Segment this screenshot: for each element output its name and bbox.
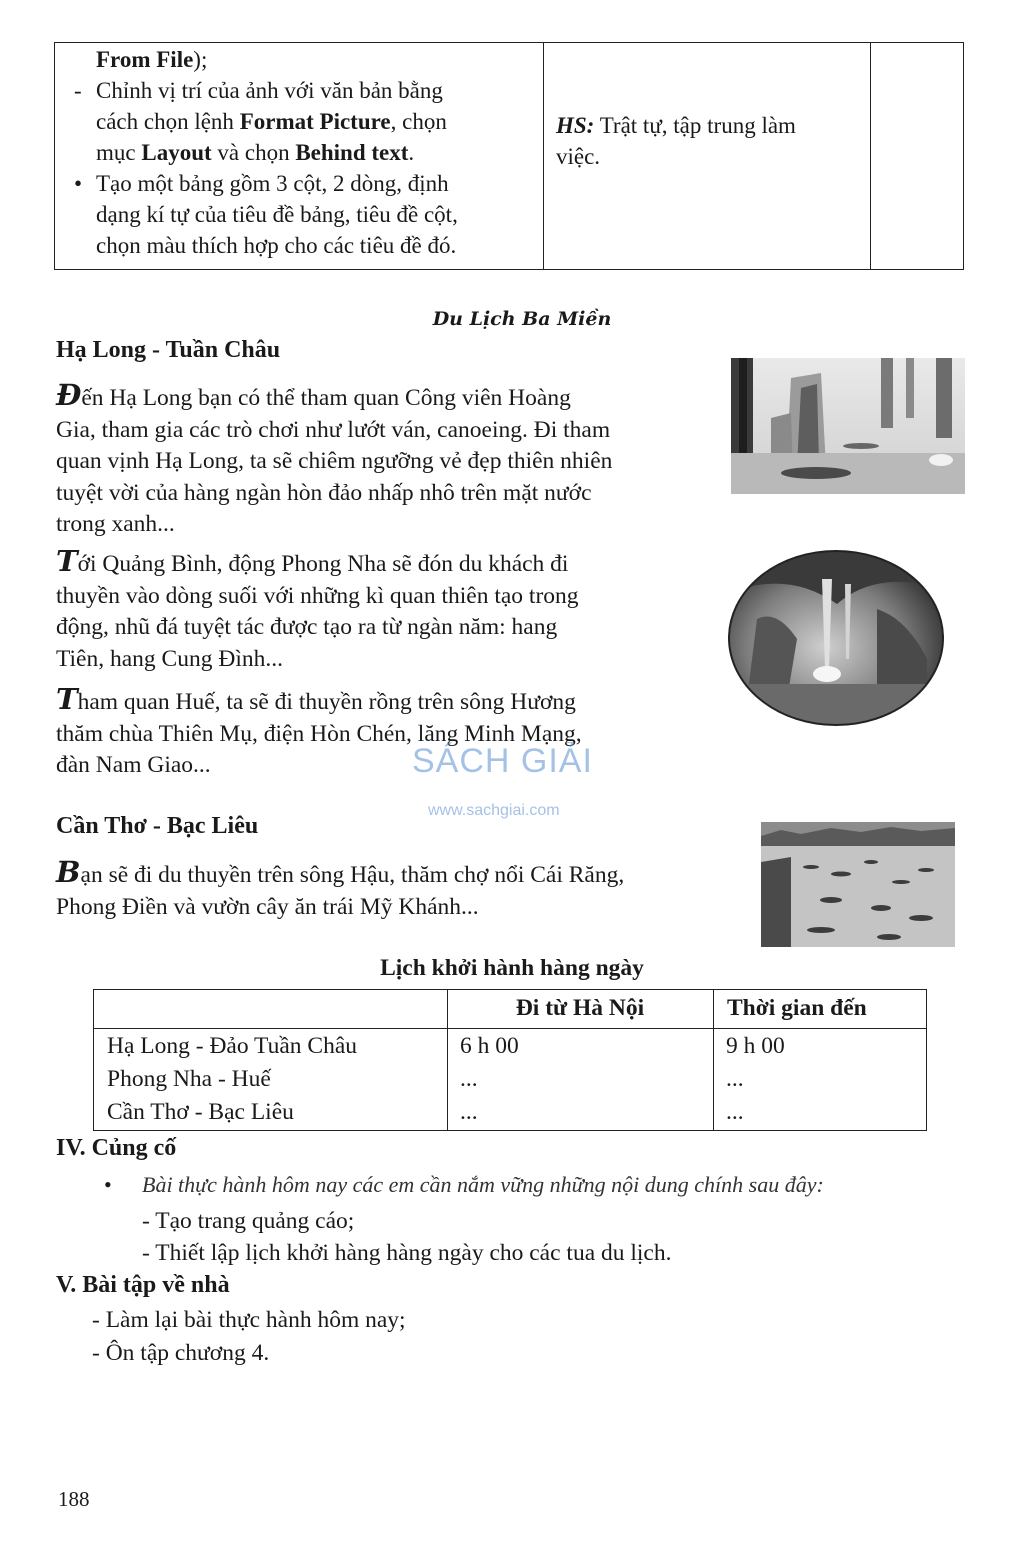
top-table-hs-cell — [556, 110, 866, 172]
line-text: ến Hạ Long bạn có thể tham quan Công viên Hoàng — [81, 385, 571, 411]
table-divider — [870, 43, 871, 269]
line-text: thăm chùa Thiên Mụ, điện Hòn Chén, lăng Minh Mạng, — [56, 720, 582, 747]
text-run: ); — [193, 47, 208, 72]
text-run: . — [408, 140, 415, 165]
cai-rang-market-photo — [761, 822, 955, 947]
paragraph-ha-long — [56, 380, 708, 541]
drop-cap: T — [56, 544, 78, 578]
line-text: tuyệt vời của hàng ngàn hòn đảo nhấp nhô trên mặt nước — [56, 479, 592, 506]
bullet-icon: • — [74, 171, 83, 196]
table-cell: Hạ Long - Đảo Tuần Châu — [107, 1033, 357, 1059]
top-table-line — [74, 75, 534, 106]
schedule-table — [93, 989, 927, 1131]
table-header-cell: Đi từ Hà Nội — [515, 995, 645, 1021]
paragraph-line — [56, 478, 708, 510]
page-number: 188 — [58, 1487, 90, 1511]
top-table-line — [74, 168, 534, 199]
top-table-line — [74, 199, 534, 230]
ha-long-bay-photo — [731, 358, 965, 494]
text-run: dạng kí tự của tiêu đề bảng, tiêu đề cột, — [96, 202, 458, 227]
paragraph-quang-binh — [56, 546, 676, 675]
text-run: chọn màu thích hợp cho các tiêu đề đó. — [96, 233, 457, 258]
paragraph-line — [56, 546, 676, 581]
table-cell: ... — [726, 1099, 744, 1125]
bullet-icon: • — [104, 1172, 112, 1197]
paragraph-hue — [56, 684, 696, 782]
paragraph-line — [56, 684, 696, 719]
top-table-line — [74, 230, 534, 261]
line-text: động, nhũ đá tuyệt tác được tạo ra từ ngàn năm: hang — [56, 614, 558, 640]
top-table-left-cell — [74, 44, 534, 261]
line-text: ạn sẽ đi du thuyền trên sông Hậu, thăm chợ nổi Cái Răng, — [80, 862, 625, 888]
watermark-url: www.sachgiai.com — [428, 802, 560, 819]
table-cell: ... — [726, 1066, 744, 1092]
table-divider — [543, 43, 544, 269]
line-text: ham quan Huế, ta sẽ đi thuyền rồng trên sông Hương — [77, 689, 576, 715]
line-text: Gia, tham gia các trò chơi như lướt ván, canoeing. Đi tham — [56, 416, 611, 443]
section-heading-homework: V. Bài tập về nhà — [56, 1272, 230, 1298]
consolidation-item: - Thiết lập lịch khởi hàng hàng ngày cho các tua du lịch. — [142, 1240, 672, 1266]
paragraph-can-tho — [56, 857, 741, 923]
bold-term: Behind text — [295, 140, 409, 165]
phong-nha-cave-photo — [727, 549, 945, 727]
drop-cap: T — [56, 682, 78, 716]
paragraph-line — [56, 857, 741, 892]
hs-label: HS: — [556, 113, 595, 138]
top-table-line — [74, 44, 534, 75]
paragraph-line — [56, 892, 741, 924]
consolidation-item: - Tạo trang quảng cáo; — [142, 1208, 355, 1234]
line-text: Tiên, hang Cung Đình... — [56, 645, 283, 672]
table-cell: 6 h 00 — [460, 1033, 519, 1059]
table-header-cell: Thời gian đến — [727, 995, 867, 1021]
paragraph-line — [56, 415, 708, 447]
section-heading-ha-long: Hạ Long - Tuần Châu — [56, 337, 281, 363]
section-heading-can-tho: Cần Thơ - Bạc Liêu — [56, 813, 259, 839]
line-text: thuyền vào dòng suối với những kì quan thiên tạo trong — [56, 582, 579, 609]
table-cell: ... — [460, 1099, 478, 1125]
hs-text-line2: việc. — [556, 144, 601, 169]
table-cell: Cần Thơ - Bạc Liêu — [107, 1099, 294, 1125]
drop-cap: B — [56, 855, 81, 889]
paragraph-line — [56, 509, 708, 541]
bold-term: Layout — [141, 140, 212, 165]
line-text: trong xanh... — [56, 511, 175, 537]
homework-item: - Làm lại bài thực hành hôm nay; — [92, 1307, 406, 1333]
text-run: mục — [96, 140, 142, 165]
top-table-line — [74, 106, 534, 137]
text-run: cách chọn lệnh — [96, 109, 240, 134]
homework-item: - Ôn tập chương 4. — [92, 1340, 270, 1366]
line-text: quan vịnh Hạ Long, ta sẽ chiêm ngưỡng vẻ đẹp thiên nhiên — [56, 448, 613, 474]
line-text: ới Quảng Bình, động Phong Nha sẽ đón du khách đi — [77, 551, 569, 577]
paragraph-line — [56, 380, 708, 415]
text-run: Tạo một bảng gồm 3 cột, 2 dòng, định — [96, 171, 449, 196]
watermark-brand: SÁCH GIẢI — [412, 742, 593, 780]
table-divider — [94, 1028, 926, 1029]
bold-term: From File — [96, 47, 194, 72]
top-table-line — [74, 137, 534, 168]
bold-term: Format Picture — [239, 109, 391, 134]
text-run: Chỉnh vị trí của ảnh với văn bản bằng — [96, 78, 443, 103]
doc-title: Du Lịch Ba Miền — [432, 308, 612, 330]
schedule-title: Lịch khởi hành hàng ngày — [380, 955, 644, 981]
section-heading-cung-co: IV. Củng cố — [56, 1135, 177, 1161]
line-text: Phong Điền và vườn cây ăn trái Mỹ Khánh... — [56, 893, 479, 920]
text-run: và chọn — [211, 140, 296, 165]
dash-marker: - — [74, 78, 82, 103]
paragraph-line — [56, 719, 696, 751]
line-text: đàn Nam Giao... — [56, 752, 211, 778]
paragraph-line — [56, 581, 676, 613]
paragraph-line — [56, 612, 676, 644]
paragraph-line — [56, 446, 708, 478]
drop-cap: Đ — [56, 378, 82, 412]
text-run: , chọn — [390, 109, 447, 134]
table-cell: ... — [460, 1066, 478, 1092]
paragraph-line — [56, 750, 696, 782]
table-cell: Phong Nha - Huế — [107, 1066, 271, 1092]
paragraph-line — [56, 644, 676, 676]
table-cell: 9 h 00 — [726, 1033, 785, 1059]
hs-text-line1: Trật tự, tập trung làm — [599, 113, 796, 138]
table-divider — [713, 990, 714, 1130]
consolidation-intro: Bài thực hành hôm nay các em cần nắm vững những nội dung chính sau đây: — [142, 1172, 824, 1197]
